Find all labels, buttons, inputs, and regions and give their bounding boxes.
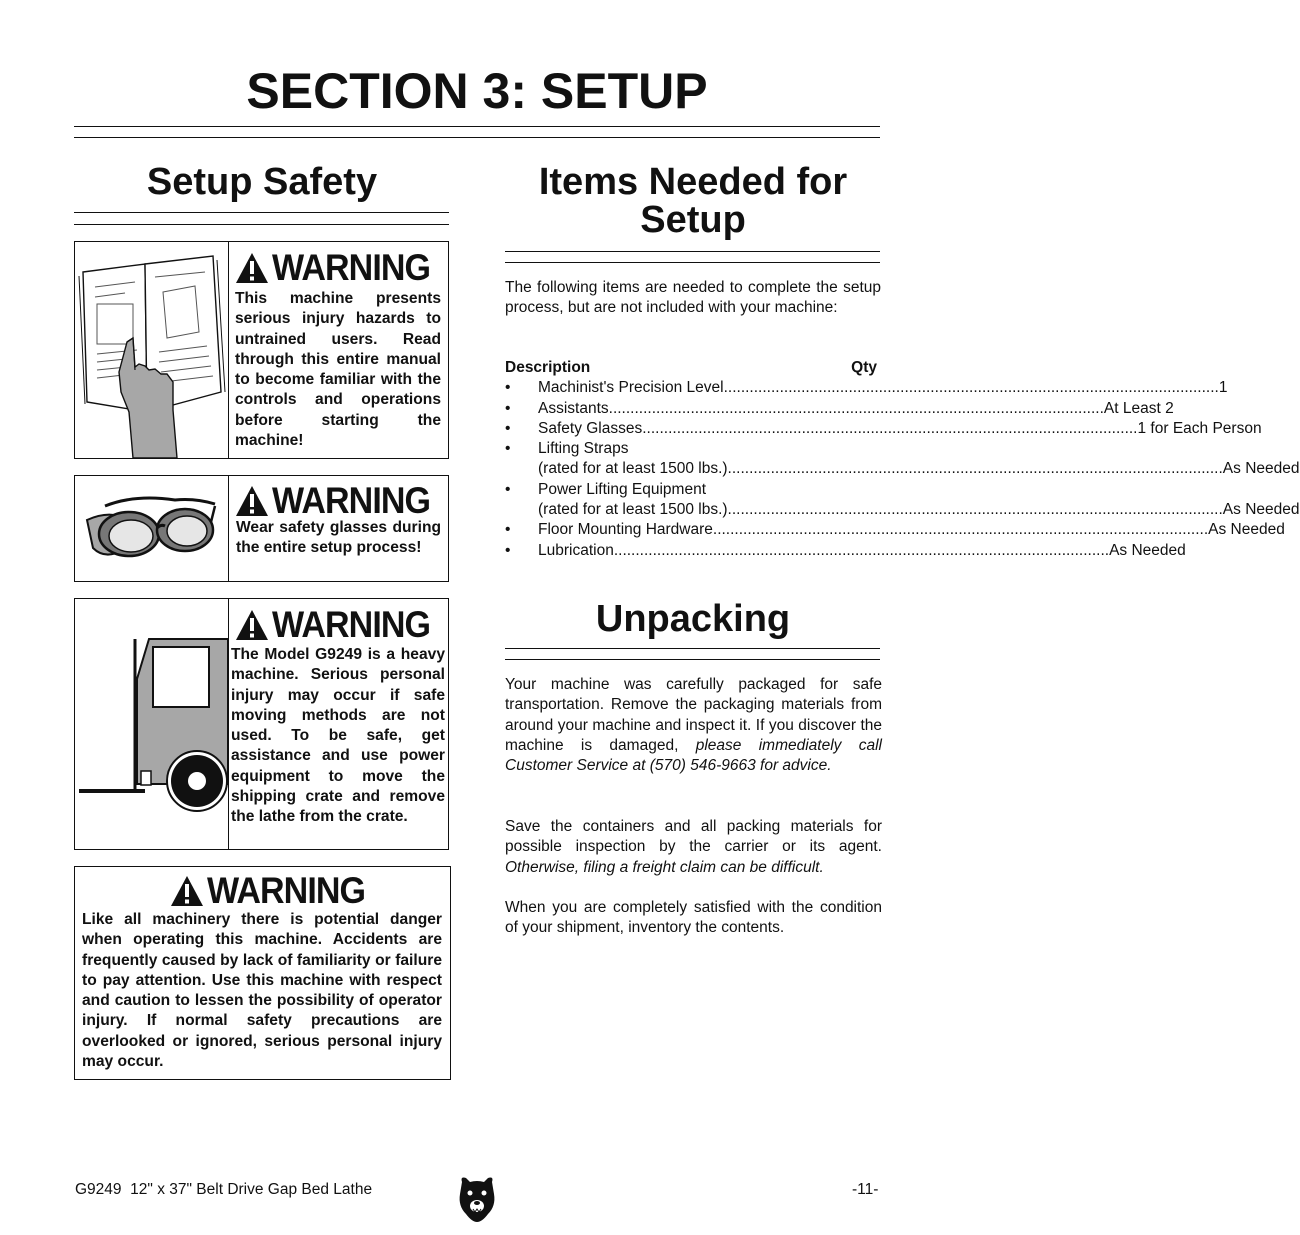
items-needed-intro: The following items are needed to complete the setup process, but are not included with your machine: [505, 279, 881, 317]
warning-label: WARNING [272, 247, 431, 288]
unpacking-heading: Unpacking [595, 598, 791, 640]
items-needed-heading-line1: Items Needed for [538, 161, 848, 203]
setup-safety-heading: Setup Safety [146, 161, 378, 203]
warning-header [169, 870, 379, 911]
warning-triangle-icon [169, 874, 205, 908]
warning-label: WARNING [272, 480, 431, 521]
warning-box-manual [74, 241, 449, 459]
leader-dots [713, 520, 1208, 540]
list-item [505, 419, 1262, 439]
page-number: -11- [852, 1181, 879, 1198]
bear-logo-icon [458, 1176, 496, 1222]
warning-label: WARNING [207, 870, 366, 911]
unpacking-p1-text: Your machine was carefully packaged for safe transportation. Remove the packaging materials from around your machine and inspect it. If you discover the machine is damaged, [505, 676, 882, 754]
unpacking-rule-top [505, 648, 880, 649]
item-qty: As Needed [1109, 541, 1186, 559]
items-needed-rule-top [505, 251, 880, 252]
item-qty: At Least 2 [1103, 399, 1174, 417]
section-title: SECTION 3: SETUP [246, 63, 708, 119]
list-item [505, 439, 880, 459]
item-name: Machinist's Precision Level [538, 379, 724, 397]
item-qty: As Needed [1222, 460, 1300, 478]
col-qty: Qty [851, 359, 877, 376]
unpacking-p2-text: Save the containers and all packing materials for possible inspection by the carrier or its agent. [505, 818, 882, 856]
bullet-icon: • [505, 419, 511, 437]
item-name: Lifting Straps [538, 440, 629, 458]
items-needed-heading [505, 163, 881, 239]
warning-text: The Model G9249 is a heavy machine. Serious personal injury may occur if safe moving methods are not used. To be safe, get assistance and use power equipment to move the shipping crate and remove the lathe from the crate. [231, 646, 445, 826]
bullet-icon: • [505, 480, 511, 498]
item-qty: 1 [1218, 379, 1228, 397]
leader-dots [609, 399, 1104, 419]
bullet-icon: • [505, 440, 511, 458]
reading-manual-icon [75, 242, 229, 458]
item-rating: (rated for at least 1500 lbs.) [538, 501, 728, 519]
item-name: Assistants [538, 399, 609, 417]
bullet-icon: • [505, 379, 511, 397]
list-item [505, 378, 1228, 398]
setup-safety-rule-bottom [74, 224, 449, 225]
unpacking-paragraph-3: When you are completely satisfied with the condition of your shipment, inventory the contents. [505, 899, 882, 937]
item-qty: As Needed [1208, 521, 1285, 539]
unpacking-paragraph-2 [505, 817, 882, 878]
forklift-icon [75, 599, 229, 849]
items-needed-heading-line2: Setup [640, 199, 746, 241]
item-name: Lubrication [538, 541, 614, 559]
leader-dots [728, 459, 1223, 479]
warning-box-general [74, 866, 451, 1080]
item-qty: As Needed [1222, 501, 1300, 519]
warning-text: This machine presents serious injury hazards to untrained users. Read through this entire manual to become familiar with the controls and operations before starting the machine! [235, 290, 441, 450]
leader-dots [642, 419, 1137, 439]
leader-dots [728, 500, 1223, 520]
footer-model: G9249 12" x 37" Belt Drive Gap Bed Lathe [75, 1181, 373, 1198]
warning-triangle-icon [234, 251, 270, 285]
warning-header [234, 604, 444, 645]
items-needed-rule-bottom [505, 262, 880, 263]
unpacking-p1-italic: please immediately call Customer Service at (570) 546-9663 for advice. [505, 736, 882, 775]
item-rating: (rated for at least 1500 lbs.) [538, 460, 728, 478]
bullet-icon: • [505, 521, 511, 539]
warning-triangle-icon [234, 484, 270, 518]
title-rule-bottom [74, 137, 880, 138]
list-item [505, 541, 1186, 561]
item-name: Safety Glasses [538, 419, 643, 437]
list-item-sub [505, 459, 1300, 479]
leader-dots [614, 541, 1109, 561]
bullet-icon: • [505, 399, 511, 417]
leader-dots [724, 378, 1219, 398]
unpacking-p2-italic: Otherwise, filing a freight claim can be difficult. [505, 858, 824, 876]
warning-triangle-icon [234, 608, 270, 642]
warning-header [234, 247, 444, 288]
bullet-icon: • [505, 541, 511, 559]
setup-safety-rule-top [74, 212, 449, 213]
items-list [505, 358, 1300, 561]
list-item-sub [505, 500, 1300, 520]
item-name: Floor Mounting Hardware [538, 521, 713, 539]
warning-header [234, 480, 444, 521]
title-rule-top [74, 126, 880, 127]
safety-glasses-icon [75, 476, 229, 581]
list-item [505, 520, 1285, 540]
items-list-header [505, 358, 880, 378]
warning-box-forklift [74, 598, 449, 850]
warning-box-glasses [74, 475, 449, 582]
unpacking-rule-bottom [505, 659, 880, 660]
list-item [505, 480, 880, 500]
item-qty: 1 for Each Person [1137, 419, 1262, 437]
col-description: Description [505, 359, 591, 376]
item-name: Power Lifting Equipment [538, 480, 707, 498]
list-item [505, 399, 1174, 419]
warning-text: Like all machinery there is potential danger when operating this machine. Accidents are frequently caused by lack of familiarity or failure to pay attention. Use this machine with respect and caution to lessen the possibility of operator injury. If normal safety precautions are overlooked or ignored, serious personal injury may occur. [82, 911, 442, 1071]
warning-label: WARNING [272, 604, 431, 645]
warning-text: Wear safety glasses during the entire setup process! [236, 519, 441, 557]
unpacking-paragraph-1 [505, 675, 882, 776]
